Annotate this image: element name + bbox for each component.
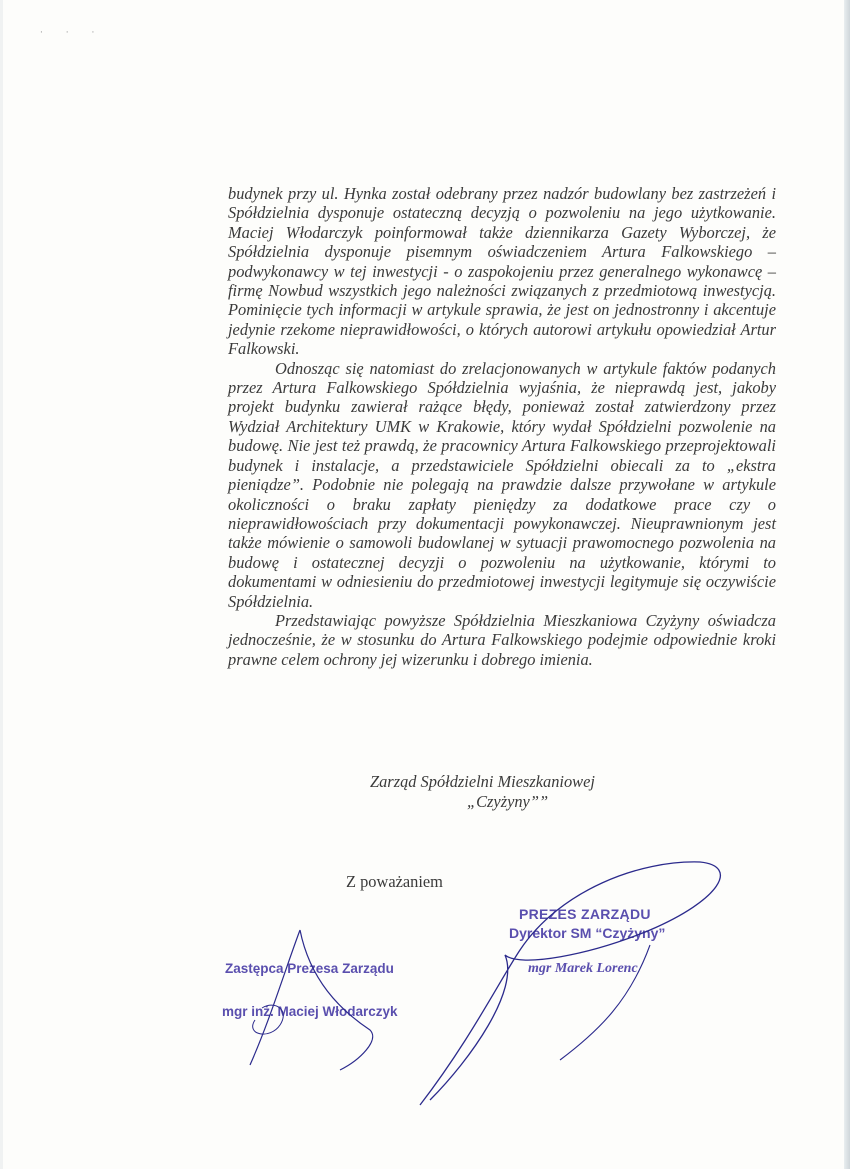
board-signature-block: [370, 772, 670, 812]
deputy-signature: [250, 930, 373, 1070]
cooperative-name-line: „Czyżyny””: [467, 792, 549, 811]
paragraph-continuation: budynek przy ul. Hynka został odebrany przez nadzór budowlany bez zastrzeżeń i Spółdzielnia dysponuje ostateczną decyzją o pozwoleniu na jego użytkowanie. Maciej Włodarczyk poinformował także dziennikarza Gazety Wyborczej, że Spółdzielnia dysponuje pisemnym oświadczeniem Artura Falkowskiego – podwykonawcy w tej inwestycji - o zaspokojeniu przez generalnego wykonawcę – firmę Nowbud wszystkich jego należności związanych z przedmiotową inwestycją. Pominięcie tych informacji w artykule sprawia, że jest on jednostronny i akcentuje jedynie rzekome nieprawidłowości, o których autorowi artykułu opowiedział Artur Falkowski.: [228, 184, 776, 359]
president-name-stamp: mgr Marek Lorenc: [528, 961, 638, 976]
president-title-stamp: PREZES ZARZĄDU: [519, 906, 651, 922]
board-name-line: Zarząd Spółdzielni Mieszkaniowej: [370, 772, 595, 791]
scan-specks: · · ·: [40, 28, 105, 38]
paragraph-facts: Odnosząc się natomiast do zrelacjonowanych w artykule faktów podanych przez Artura Falkowskiego Spółdzielnia wyjaśnia, że nieprawdą jest, jakoby projekt budynku zawierał rażące błędy, ponieważ został zatwierdzony przez Wydział Architektury UMK w Krakowie, który wydał Spółdzielni pozwolenie na budowę. Nie jest też prawdą, że pracownicy Artura Falkowskiego przeprojektowali budynek i instalacje, a przedstawiciele Spółdzielni obiecali za to „ekstra pieniądze”. Podobnie nie polegają na prawdzie dalsze przywołane w artykule okoliczności o braku zapłaty pieniędzy za dodatkowe prace czy o nieprawidłowościach przy dokumentacji powykonawczej. Nieuprawnionym jest także mówienie o samowoli budowlanej w sytuacji prawomocnego pozwolenia na budowę i ostatecznej decyzji o pozwoleniu na użytkowanie, którymi to dokumentami w odniesieniu do przedmiotowej inwestycji legitymuje się oczywiście Spółdzielnia.: [228, 358, 776, 611]
paragraph-conclusion: Przedstawiając powyższe Spółdzielnia Mieszkaniowa Czyżyny oświadcza jednocześnie, że w stosunku do Artura Falkowskiego podejmie odpowiednie kroki prawne celem ochrony jej wizerunku i dobrego imienia.: [228, 610, 776, 669]
deputy-name-stamp: mgr inż. Maciej Włodarczyk: [222, 1004, 398, 1019]
scan-right-edge: [844, 0, 850, 1169]
president-role-stamp: Dyrektor SM “Czyżyny”: [509, 925, 666, 941]
deputy-title-stamp: Zastępca Prezesa Zarządu: [225, 961, 394, 976]
president-signature: [420, 862, 720, 1105]
letter-body: [228, 184, 776, 669]
scan-left-edge: [0, 0, 3, 1169]
closing-regards: Z poważaniem: [346, 872, 443, 891]
